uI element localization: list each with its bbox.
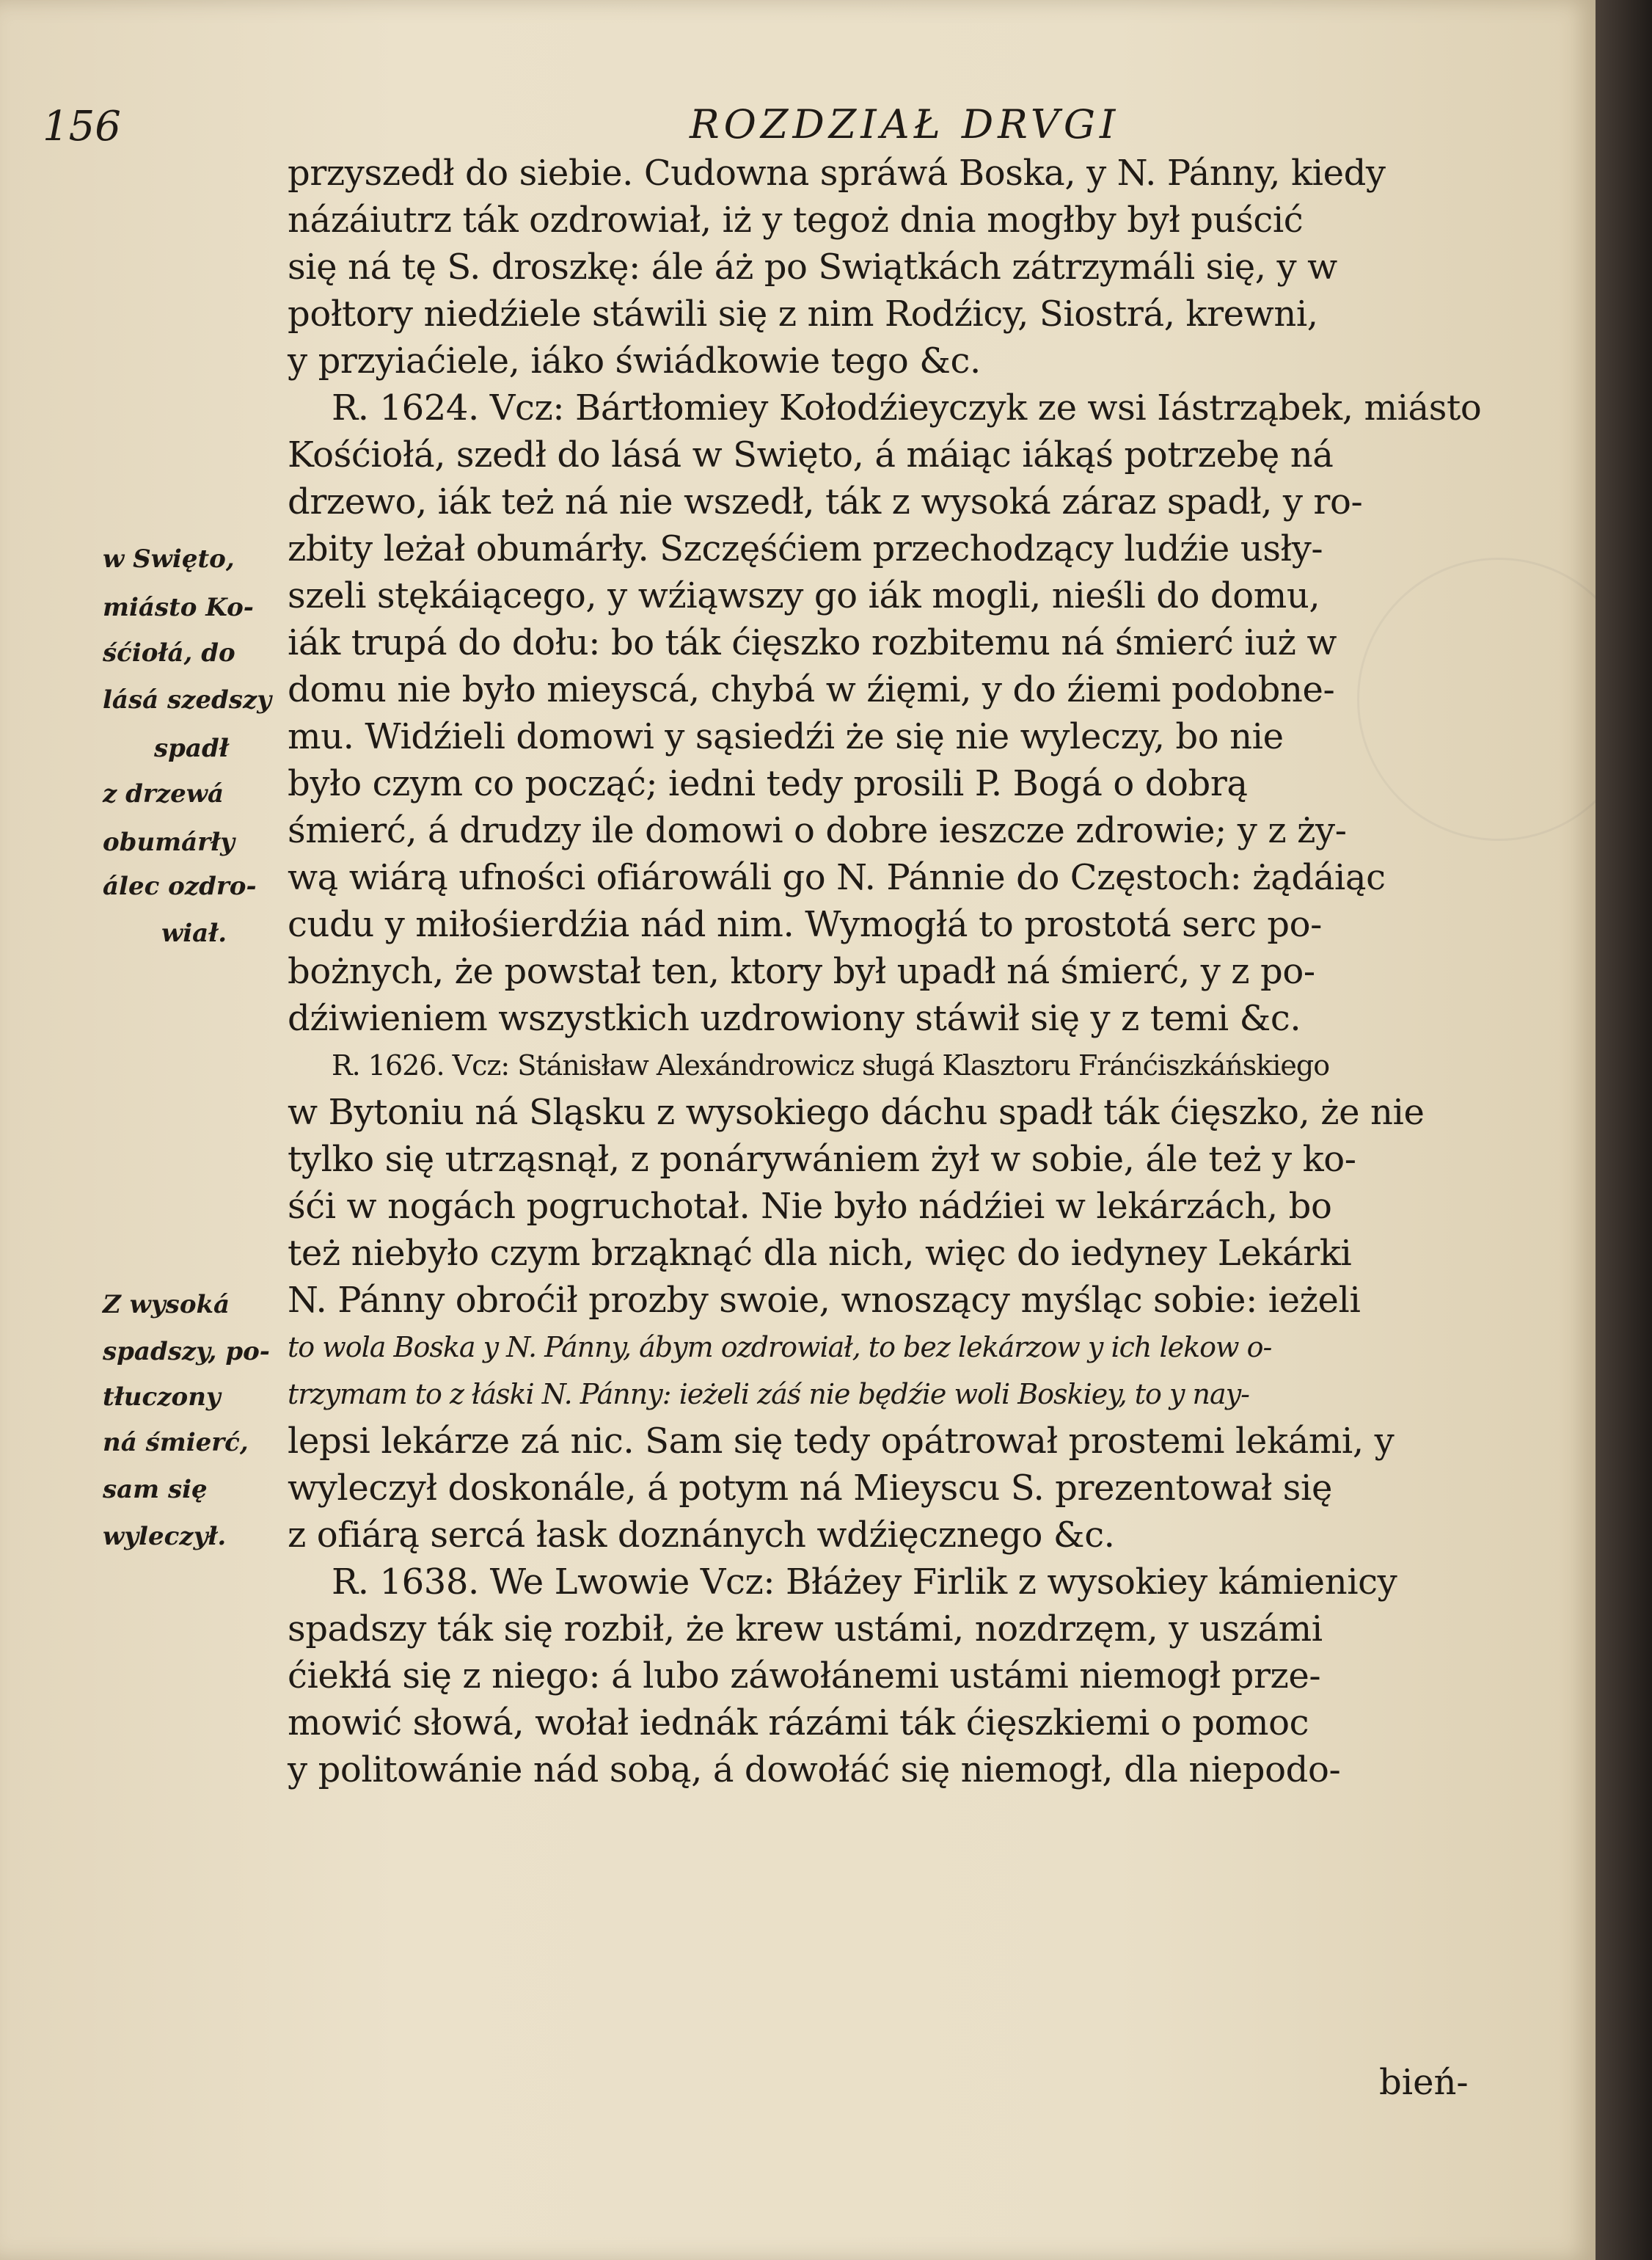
margin-note: miásto Ko-: [103, 593, 254, 622]
text-line: ćiekłá się z niego: á lubo záwołánemi ustámi niemogł prze-: [288, 1655, 1321, 1696]
text-line: y przyiaćiele, iáko świádkowie tego &c.: [288, 340, 981, 382]
text-line: trzymam to z łáski N. Pánny: ieżeli záś nie będźie woli Boskiey, to y nay-: [288, 1378, 1249, 1410]
text-line: spadszy ták się rozbił, że krew ustámi, nozdrzęm, y uszámi: [288, 1608, 1323, 1650]
text-line: iák trupá do dołu: bo ták ćięszko rozbitemu ná śmierć iuż w: [288, 622, 1337, 663]
margin-note: Z wysoká: [103, 1290, 230, 1319]
text-line: tylko się utrząsnął, z ponárywániem żył w sobie, ále też y ko-: [288, 1139, 1356, 1180]
catchword: bień-: [1379, 2062, 1469, 2103]
margin-note: śćiołá, do: [103, 638, 235, 668]
text-line: mowić słowá, wołał iednák rázámi ták ćięszkiemi o pomoc: [288, 1702, 1309, 1743]
margin-note: spadszy, po-: [103, 1337, 270, 1366]
text-line: cudu y miłośierdźia nád nim. Wymogłá to prostotá serc po-: [288, 904, 1322, 945]
text-line: dźiwieniem wszystkich uzdrowiony stáwił się y z temi &c.: [288, 998, 1301, 1039]
text-line: R. 1626. Vcz: Stánisław Alexándrowicz sługá Klasztoru Fránćiszkáńskiego: [332, 1049, 1330, 1082]
running-head: ROZDZIAŁ DRVGI: [690, 101, 1120, 147]
text-line: y politowánie nád sobą, á dowołáć się niemogł, dla niepodo-: [288, 1749, 1341, 1790]
text-line: zbity leżał obumárły. Szczęśćiem przechodzący ludźie usły-: [288, 528, 1323, 569]
text-line: śći w nogách pogruchotał. Nie było nádźiei w lekárzách, bo: [288, 1186, 1332, 1227]
margin-notes: [103, 0, 286, 2260]
text-line: bożnych, że powstał ten, ktory był upadł ná śmierć, y z po-: [288, 951, 1315, 992]
margin-note: w Swięto,: [103, 544, 235, 574]
text-line: z ofiárą sercá łask doznánych wdźięcznego &c.: [288, 1514, 1115, 1556]
text-line: to wola Boska y N. Pánny, ábym ozdrowiał, to bez lekárzow y ich lekow o-: [288, 1331, 1272, 1363]
book-edge-background: [1596, 0, 1652, 2260]
margin-note: obumárły: [103, 828, 235, 857]
margin-note: álec ozdro-: [103, 872, 257, 901]
text-line: połtory niedźiele stáwili się z nim Rodźicy, Siostrá, krewni,: [288, 294, 1318, 335]
margin-note: wiał.: [161, 919, 227, 948]
text-line: R. 1638. We Lwowie Vcz: Błáżey Firlik z wysokiey kámienicy: [332, 1561, 1397, 1603]
text-line: lepsi lekárze zá nic. Sam się tedy opátrował prostemi lekámi, y: [288, 1421, 1395, 1462]
text-line: się ná tę S. droszkę: ále áż po Swiątkách zátrzymáli się, y w: [288, 247, 1337, 288]
margin-note: sam się: [103, 1475, 208, 1504]
text-line: názáiutrz ták ozdrowiał, iż y tegoż dnia mogłby był puścić: [288, 200, 1304, 241]
margin-note: wyleczył.: [103, 1522, 227, 1551]
text-line: śmierć, á drudzy ile domowi o dobre ieszcze zdrowie; y z ży-: [288, 810, 1347, 851]
text-line: N. Pánny obroćił prozby swoie, wnoszący myśląc sobie: ieżeli: [288, 1280, 1361, 1321]
margin-note: spadł: [154, 734, 229, 763]
margin-note: ná śmierć,: [103, 1428, 249, 1457]
text-line: było czym co począć; iedni tedy prosili P. Bogá o dobrą: [288, 763, 1248, 804]
text-line: R. 1624. Vcz: Bártłomiey Kołodźieyczyk ze wsi Iástrząbek, miásto: [332, 387, 1482, 429]
text-line: przyszedł do siebie. Cudowna spráwá Boska, y N. Pánny, kiedy: [288, 153, 1386, 194]
text-line: domu nie było mieyscá, chybá w źięmi, y do źiemi podobne-: [288, 669, 1335, 710]
text-line: mu. Widźieli domowi y sąsiedźi że się nie wyleczy, bo nie: [288, 716, 1284, 757]
text-line: Kośćiołá, szedł do lásá w Swięto, á máiąc iákąś potrzebę ná: [288, 434, 1334, 475]
text-line: też niebyło czym brząknąć dla nich, więc do iedyney Lekárki: [288, 1233, 1352, 1274]
text-line: wą wiárą ufności ofiárowáli go N. Pánnie do Częstoch: żądáiąc: [288, 857, 1386, 898]
text-line: drzewo, iák też ná nie wszedł, ták z wysoká záraz spadł, y ro-: [288, 481, 1363, 522]
text-line: w Bytoniu ná Sląsku z wysokiego dáchu spadł ták ćięszko, że nie: [288, 1092, 1425, 1133]
margin-note: z drzewá: [103, 779, 224, 809]
text-line: wyleczył doskonále, á potym ná Mieyscu S. prezentował się: [288, 1468, 1332, 1509]
margin-note: lásá szedszy: [103, 685, 272, 715]
page-number: 156: [43, 103, 121, 150]
margin-note: tłuczony: [103, 1382, 221, 1412]
text-line: szeli stękáiącego, y wźiąwszy go iák mogli, nieśli do domu,: [288, 575, 1320, 616]
